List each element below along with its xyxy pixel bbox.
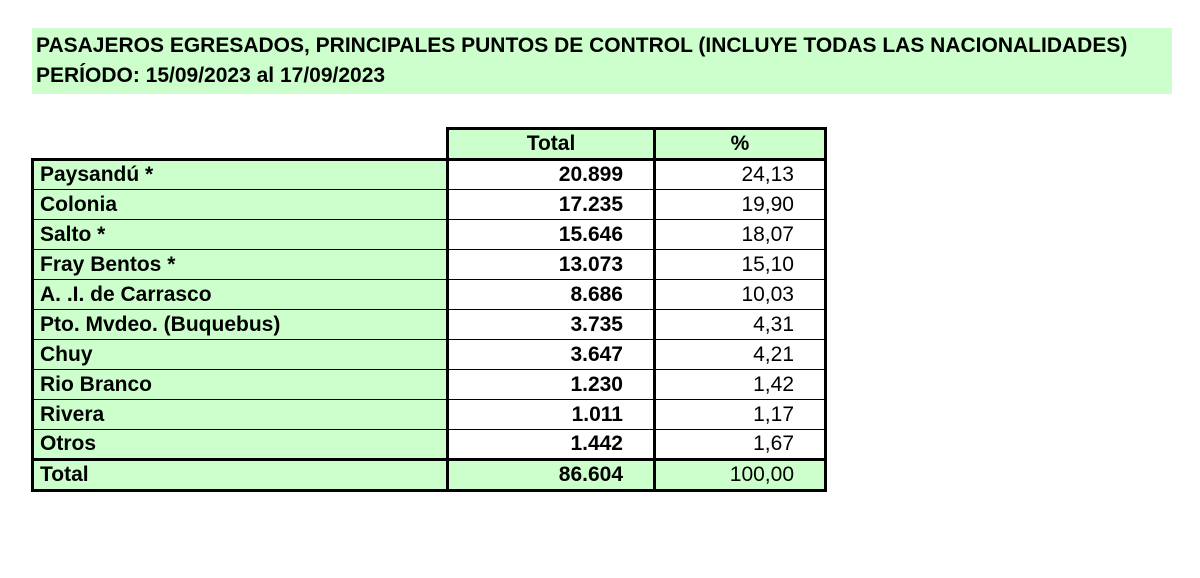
row-name: Fray Bentos * [33,250,448,280]
header-total: Total [448,129,655,160]
table-row [33,280,826,310]
total-row-percent: 100,00 [655,460,826,491]
row-total: 20.899 [448,160,655,190]
title-band [32,28,1172,94]
row-percent: 10,03 [655,280,826,310]
row-percent: 4,31 [655,310,826,340]
table-row [33,310,826,340]
report-period: PERÍODO: 15/09/2023 al 17/09/2023 [36,64,386,87]
row-total: 15.646 [448,220,655,250]
row-name: Chuy [33,340,448,370]
row-total: 3.735 [448,310,655,340]
row-percent: 1,17 [655,400,826,430]
row-percent: 1,67 [655,430,826,460]
row-total: 1.011 [448,400,655,430]
row-total: 8.686 [448,280,655,310]
row-total: 13.073 [448,250,655,280]
row-name: Pto. Mvdeo. (Buquebus) [33,310,448,340]
row-total: 1.442 [448,430,655,460]
row-name: Rivera [33,400,448,430]
table-row [33,370,826,400]
row-total: 1.230 [448,370,655,400]
row-name: A. .I. de Carrasco [33,280,448,310]
row-percent: 19,90 [655,190,826,220]
header-blank-cell [33,129,448,160]
row-percent: 15,10 [655,250,826,280]
row-percent: 4,21 [655,340,826,370]
row-percent: 18,07 [655,220,826,250]
table-row [33,160,826,190]
table-header-row [33,129,826,160]
table-row [33,190,826,220]
row-name: Rio Branco [33,370,448,400]
table-row [33,430,826,460]
table-row [33,250,826,280]
row-percent: 24,13 [655,160,826,190]
report-title: PASAJEROS EGRESADOS, PRINCIPALES PUNTOS DE CONTROL (INCLUYE TODAS LAS NACIONALIDADES) [36,34,1128,57]
table-row [33,400,826,430]
row-total: 17.235 [448,190,655,220]
total-row-name: Total [33,460,448,491]
table-total-row [33,460,826,491]
row-percent: 1,42 [655,370,826,400]
row-name: Paysandú * [33,160,448,190]
total-row-total: 86.604 [448,460,655,491]
row-total: 3.647 [448,340,655,370]
passengers-table [31,127,827,492]
header-percent: % [655,129,826,160]
row-name: Otros [33,430,448,460]
table-row [33,220,826,250]
row-name: Salto * [33,220,448,250]
row-name: Colonia [33,190,448,220]
table-row [33,340,826,370]
